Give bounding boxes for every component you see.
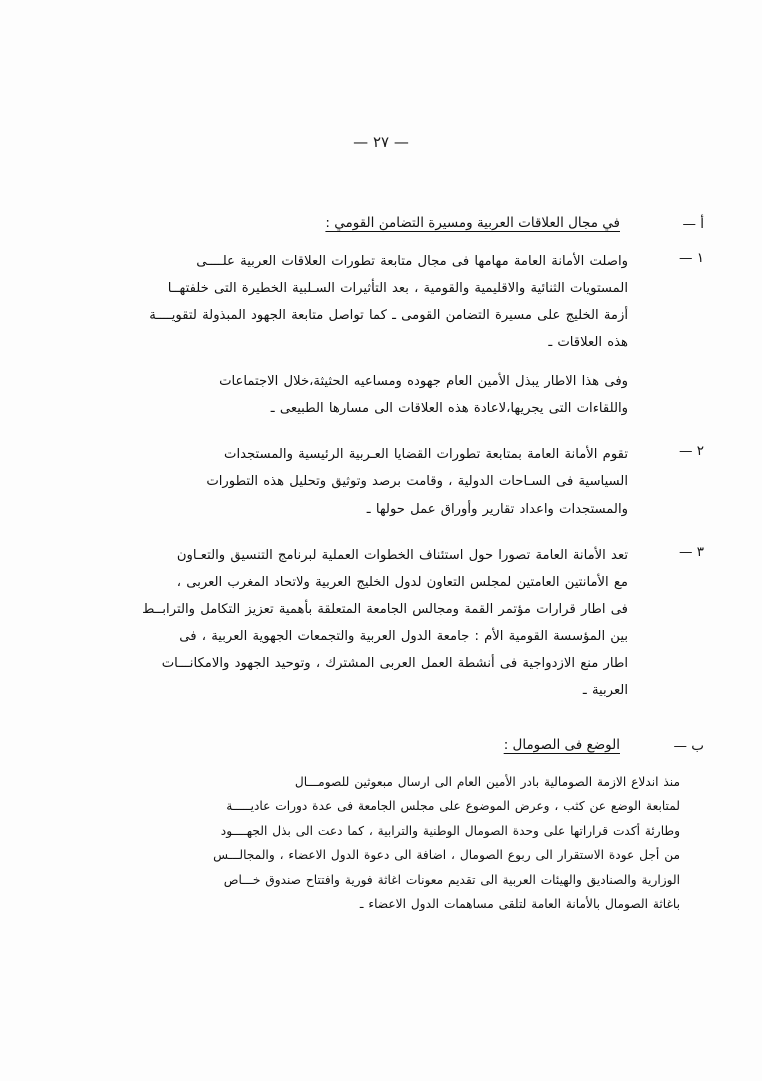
text-line: تعد الأمانة العامة تصورا حول استئناف الخطوات العملية لبرنامج التنسيق والتعـاون bbox=[176, 547, 628, 563]
section-marker: أ — bbox=[682, 216, 704, 232]
section-title: في مجال العلاقات العربية ومسيرة التضامن القومي : bbox=[325, 215, 620, 231]
text-line: وفى هذا الاطار يبذل الأمين العام جهوده ومساعيه الحثيثة،خلال الاجتماعات bbox=[219, 374, 628, 390]
item-body bbox=[58, 542, 652, 704]
text-line: باغاثة الصومال بالأمانة العامة لتلقى مساهمات الدول الاعضاء ـ bbox=[359, 896, 680, 911]
paragraph-gap bbox=[58, 356, 628, 364]
section-title: الوضع فى الصومال : bbox=[503, 736, 620, 753]
text-line: اطار منع الازدواجية فى أنشطة العمل العربى المشترك ، وتوحيد الجهود والامكانـــات bbox=[161, 655, 628, 671]
text-line: منذ اندلاع الازمة الصومالية بادر الأمين العام الى ارسال مبعوثين للصومـــال bbox=[294, 774, 680, 789]
text-line: أزمة الخليج على مسيرة التضامن القومى ـ كما تواصل متابعة الجهود المبذولة لتقويــــة bbox=[149, 308, 628, 324]
section-somalia bbox=[58, 723, 704, 916]
section-heading bbox=[58, 215, 704, 232]
section-heading bbox=[58, 737, 704, 754]
text-line: وطارئة أكدت قراراتها على وحدة الصومال الوطنية والترابية ، كما دعت الى بذل الجهــــود bbox=[220, 823, 680, 838]
text-line: هذه العلاقات ـ bbox=[548, 335, 628, 351]
text-line: بين المؤسسة القومية الأم : جامعة الدول العربية والتجمعات الجهوية العربية ، فى bbox=[179, 628, 628, 644]
item-marker: ٣ — bbox=[678, 543, 704, 560]
section-marker: ب — bbox=[673, 737, 704, 754]
section-spacer bbox=[58, 723, 704, 737]
text-line: والمستجدات واعداد تقارير وأوراق عمل حولها ـ bbox=[366, 501, 628, 517]
text-line: واللقاءات التى يجريها،لاعادة هذه العلاقات الى مسارها الطبيعى ـ bbox=[270, 401, 628, 417]
text-line: السياسية فى السـاحات الدولية ، وقامت برصد وتوثيق وتحليل هذه التطورات bbox=[206, 474, 628, 490]
document-content bbox=[58, 215, 704, 934]
item-marker: ١ — bbox=[678, 250, 704, 266]
text-line: واصلت الأمانة العامة مهامها فى مجال متابعة تطورات العلاقات العربية علــــى bbox=[196, 254, 628, 269]
page-number: — ٢٧ — bbox=[353, 133, 409, 151]
item-body bbox=[58, 441, 652, 522]
text-line: المستويات الثنائية والاقليمية والقومية ، بعد التأثيرات السـلبية الخطيرة التى خلفتهــا bbox=[167, 281, 628, 297]
list-item bbox=[58, 441, 704, 522]
text-line: فى اطار قرارات مؤتمر القمة ومجالس الجامعة المتعلقة بأهمية تعزيز التكامل والترابــط bbox=[142, 601, 628, 617]
item-marker: ٢ — bbox=[678, 443, 704, 460]
text-line: مع الأمانتين العامتين لمجلس التعاون لدول الخليج العربية ولاتحاد المغرب العربى ، bbox=[176, 574, 628, 590]
text-line: الوزارية والصناديق والهيئات العربية الى تقديم معونات اغاثة فورية وافتتاح صندوق خـــاص bbox=[223, 872, 680, 887]
section-body bbox=[58, 770, 704, 916]
list-item bbox=[58, 248, 704, 422]
item-body bbox=[58, 248, 652, 422]
text-line: من أجل عودة الاستقرار الى ربوع الصومال ، اضافة الى دعوة الدول الاعضاء ، والمجالـــس bbox=[213, 848, 680, 863]
text-line: لمتابعة الوضع عن كثب ، وعرض الموضوع على مجلس الجامعة فى عدة دورات عاديـــــة bbox=[226, 799, 680, 814]
text-line: تقوم الأمانة العامة بمتابعة تطورات القضايا العـربية الرئيسية والمستجدات bbox=[224, 447, 628, 463]
section-arab-relations bbox=[58, 215, 704, 704]
list-item bbox=[58, 542, 704, 704]
text-line: العربية ـ bbox=[582, 682, 628, 698]
